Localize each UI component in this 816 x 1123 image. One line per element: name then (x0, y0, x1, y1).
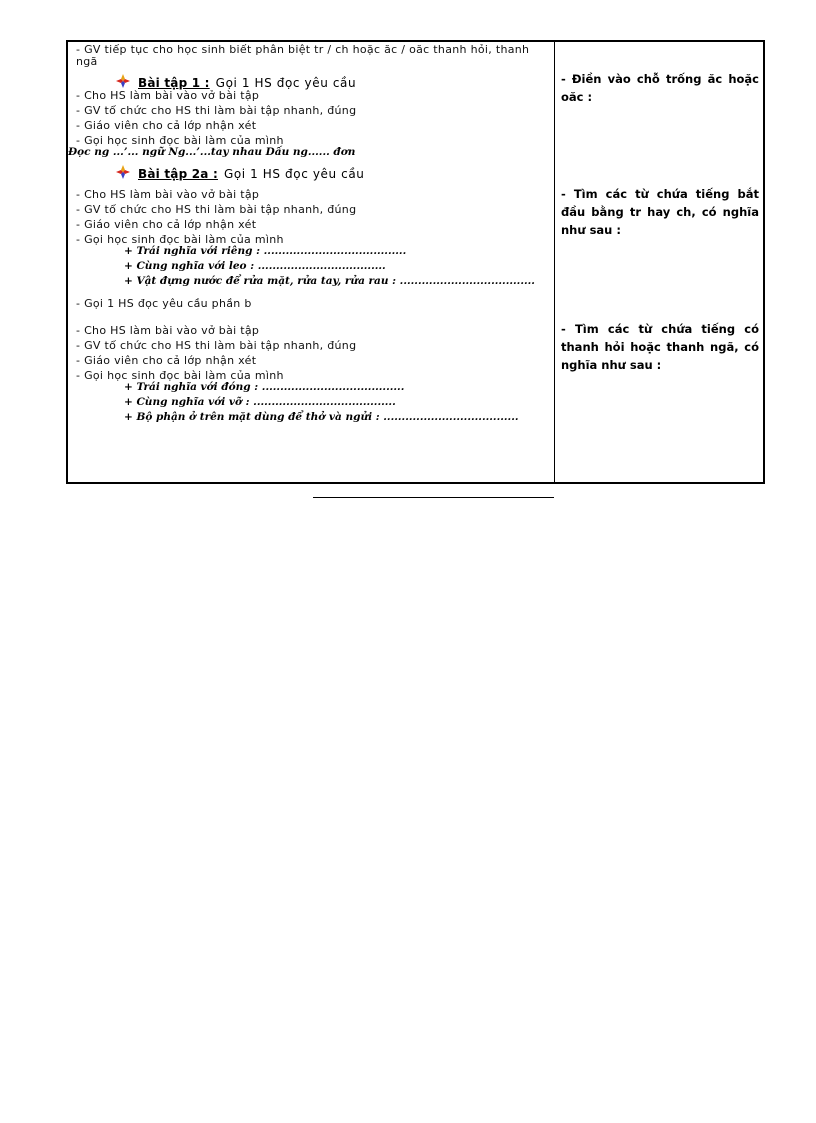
end-rule (313, 497, 554, 498)
exercise-2a-text: Gọi 1 HS đọc yêu cầu (223, 167, 365, 181)
ex1-answer: Đọc ng ...’... ngữ Ng...’...tay nhau Dấu ng...... đơn (68, 146, 356, 158)
ex2b-step-3: - Giáo viên cho cả lớp nhận xét (76, 355, 257, 367)
exercise-2a-title: Bài tập 2a : (138, 167, 218, 181)
ex2b-step-1: - Cho HS làm bài vào vở bài tập (76, 325, 260, 337)
ex2b-item-1: + Trái nghĩa với đóng : ....................................... (124, 381, 405, 393)
pin-icon (116, 165, 130, 179)
ex1-step-4: - Gọi học sinh đọc bài làm của mình (76, 135, 284, 146)
exercise-1-text: Gọi 1 HS đọc yêu cầu (215, 76, 357, 90)
pin-icon (116, 74, 130, 88)
lesson-table (66, 40, 765, 484)
ex2a-step-4: - Gọi học sinh đọc bài làm của mình (76, 234, 284, 245)
ex2b-item-3: + Bộ phận ở trên mặt dùng để thở và ngửi : ..................................... (124, 411, 519, 423)
ex2a-step-3: - Giáo viên cho cả lớp nhận xét (76, 219, 257, 231)
ex2a-item-2: + Cùng nghĩa với leo : ................................... (124, 260, 386, 272)
ex2a-step-1: - Cho HS làm bài vào vở bài tập (76, 189, 260, 201)
note-3: - Tìm các từ chứa tiếng có thanh hỏi hoặc thanh ngã, có nghĩa như sau : (561, 322, 759, 372)
ex2a-item-3: + Vật đựng nước để rửa mặt, rửa tay, rửa rau : ..................................... (124, 275, 535, 287)
note-1: - Điền vào chỗ trống ăc hoặc oăc : (561, 72, 759, 104)
ex1-step-2: - GV tổ chức cho HS thi làm bài tập nhanh, đúng (76, 105, 357, 117)
activities-column (68, 44, 550, 426)
ex2a-item-1: + Trái nghĩa với riêng : ....................................... (124, 245, 407, 257)
note-2: - Tìm các từ chứa tiếng bắt đầu bằng tr hay ch, có nghĩa như sau : (561, 187, 759, 237)
ex2b-step-2: - GV tổ chức cho HS thi làm bài tập nhanh, đúng (76, 340, 357, 352)
exercise-2a-heading (76, 161, 550, 181)
ex2b-item-2: + Cùng nghĩa với vỡ : ....................................... (124, 396, 396, 408)
exercise-1-title: Bài tập 1 : (138, 76, 210, 90)
ex2b-step-4: - Gọi học sinh đọc bài làm của mình (76, 370, 284, 381)
column-divider (554, 42, 555, 482)
exercise-1-heading (76, 70, 550, 90)
intro-line: - GV tiếp tục cho học sinh biết phân biệt tr / ch hoặc ăc / oăc thanh hỏi, thanh ngã (76, 44, 530, 68)
ex2a-step-2: - GV tổ chức cho HS thi làm bài tập nhanh, đúng (76, 204, 357, 216)
ex1-step-1: - Cho HS làm bài vào vở bài tập (76, 90, 260, 102)
ex2b-lead: - Gọi 1 HS đọc yêu cầu phần b (76, 298, 252, 310)
ex1-step-3: - Giáo viên cho cả lớp nhận xét (76, 120, 257, 132)
